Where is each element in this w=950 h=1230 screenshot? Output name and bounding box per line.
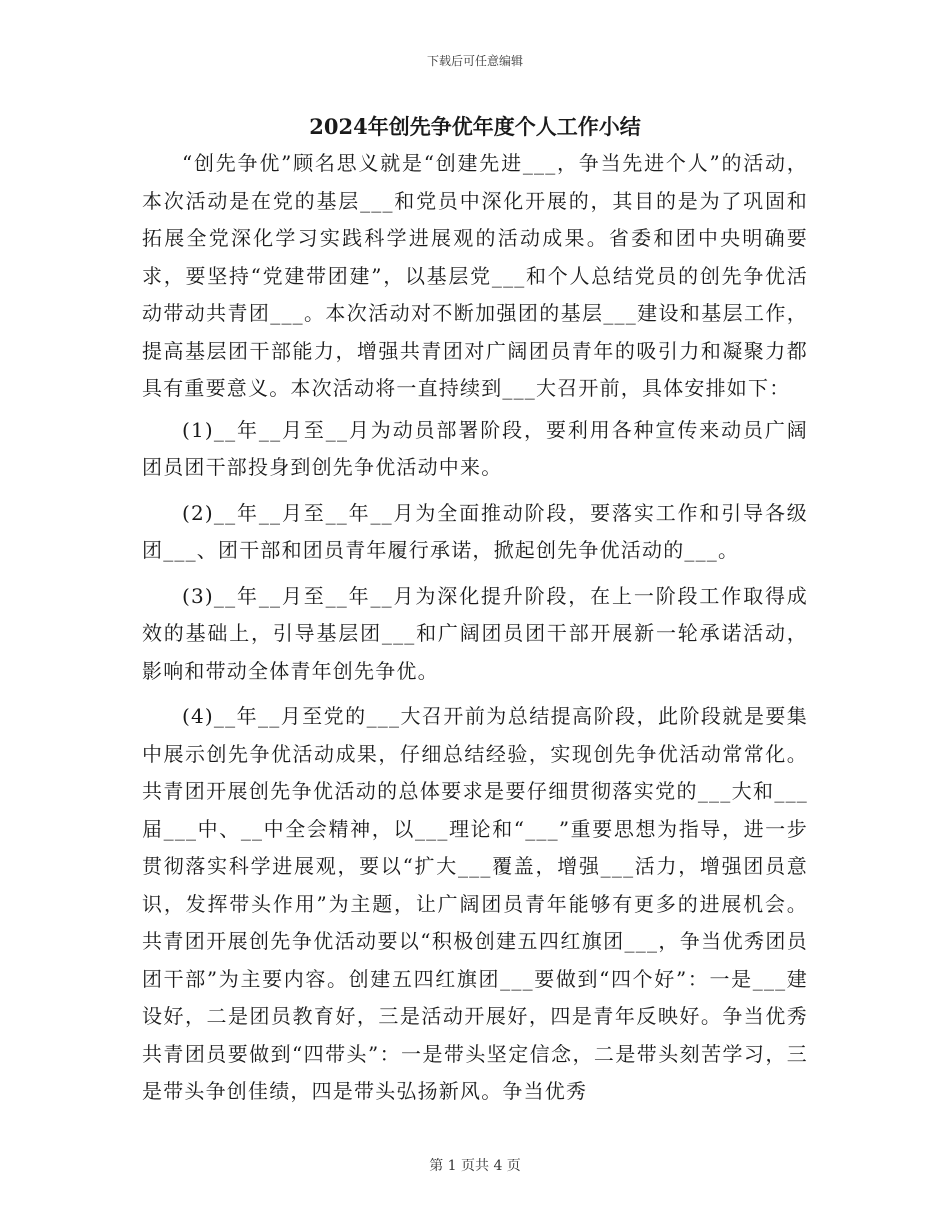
paragraph-stage-4: (4)__年__月至党的___大召开前为总结提高阶段，此阶段就是要集中展示创先争优活动成果，仔细总结经验，实现创先争优活动常常化。共青团开展创先争优活动的总体要求是要仔细贯彻落实党的___大和___届___中、__中全会精神，以___理论和“___”重要思想为指导，进一步贯彻落实科学进展观，要以“扩大___覆盖，增强___活力，增强团员意识，发挥带头作用”为主题，让广阔团员青年能够有更多的进展机会。共青团开展创先争优活动要以“积极创建五四红旗团___，争当优秀团员团干部”为主要内容。创建五四红旗团___要做到“四个好”：一是___建设好，二是团员教育好，三是活动开展好，四是青年反映好。争当优秀共青团员要做到“四带头”：一是带头坚定信念，二是带头刻苦学习，三是带头争创佳绩，四是带头弘扬新风。争当优秀	[142, 704, 808, 1103]
header-note: 下载后可任意编辑	[426, 54, 523, 68]
paragraph-stage-2: (2)__年__月至__年__月为全面推动阶段，要落实工作和引导各级团___、团干部和团员青年履行承诺，掀起创先争优活动的___。	[142, 500, 808, 562]
document-title: 2024年创先争优年度个人工作小结	[309, 114, 641, 139]
document-body	[142, 145, 808, 1119]
paragraph-stage-3: (3)__年__月至__年__月为深化提升阶段，在上一阶段工作取得成效的基础上，引导基层团___和广阔团员团干部开展新一轮承诺活动，影响和带动全体青年创先争优。	[142, 583, 808, 683]
paragraph-stage-1: (1)__年__月至__月为动员部署阶段，要利用各种宣传来动员广阔团员团干部投身到创先争优活动中来。	[142, 417, 808, 479]
page-number: 第 1 页共 4 页	[429, 1158, 521, 1174]
paragraph-intro: “创先争优”顾名思义就是“创建先进___，争当先进个人”的活动，本次活动是在党的基层___和党员中深化开展的，其目的是为了巩固和拓展全党深化学习实践科学进展观的活动成果。省委和团中央明确要求，要坚持“党建带团建”，以基层党___和个人总结党员的创先争优活动带动共青团___。本次活动对不断加强团的基层___建设和基层工作，提高基层团干部能力，增强共青团对广阔团员青年的吸引力和凝聚力都具有重要意义。本次活动将一直持续到___大召开前，具体安排如下：	[142, 151, 808, 400]
